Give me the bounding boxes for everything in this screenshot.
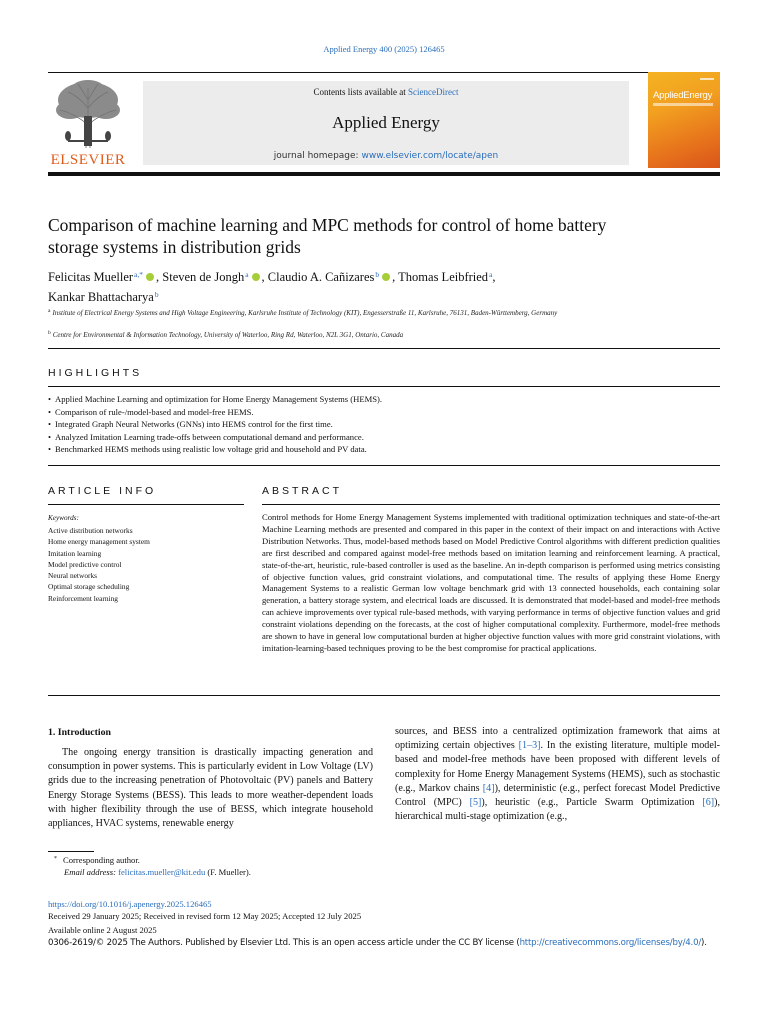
received-dates: Received 29 January 2025; Received in revised form 12 May 2025; Accepted 12 July 2025 <box>48 911 362 921</box>
author-name: Kankar Bhattacharya <box>48 290 154 304</box>
cover-subtitle-bar <box>653 103 713 106</box>
author-separator: , <box>392 270 399 284</box>
author-name: Steven de Jongh <box>162 270 245 284</box>
affiliation-b <box>48 328 648 341</box>
affiliation-a <box>48 306 648 319</box>
highlight-item: • Integrated Graph Neural Networks (GNNs) into HEMS control for the first time. <box>48 418 720 431</box>
keyword-item: Optimal storage scheduling <box>48 582 130 592</box>
journal-name: Applied Energy <box>332 113 440 132</box>
footnote-corresponding <box>48 855 140 865</box>
author-separator: , <box>156 270 163 284</box>
highlight-item: • Applied Machine Learning and optimization for Home Energy Management Systems (HEMS). <box>48 393 720 406</box>
abstract-rule-bottom <box>48 695 720 696</box>
email-suffix: (F. Mueller). <box>205 867 251 877</box>
elsevier-tree-icon <box>48 78 128 150</box>
citation-link[interactable]: [6] <box>702 797 715 809</box>
license-suffix: ). <box>701 938 707 948</box>
intro-text: ), deterministic (e.g., perfect forecast Model Predictive Control (MPC) <box>395 782 720 809</box>
journal-banner <box>143 81 629 165</box>
affiliation-text: Institute of Electrical Energy Systems and High Voltage Engineering, Karlsruhe Institute of Technology (KIT), Engesserstraße 11, Karlsruhe, 76131, Baden-Württemberg, Germany <box>52 309 558 317</box>
abstract-rule <box>262 504 720 505</box>
author-affiliation-mark[interactable]: a,* <box>134 270 144 279</box>
highlight-item: • Analyzed Imitation Learning trade-offs between computational demand and performance. <box>48 431 720 444</box>
intro-right-column <box>395 725 720 824</box>
keywords-list <box>48 525 248 604</box>
cover-decoration <box>700 78 714 80</box>
highlights-rule-bottom <box>48 465 720 466</box>
highlight-item: • Benchmarked HEMS methods using realistic low voltage grid and household and PV data. <box>48 443 720 456</box>
contents-line <box>143 87 629 97</box>
elsevier-logo[interactable] <box>48 78 128 170</box>
header-rule-top <box>48 72 720 73</box>
author-name: Felicitas Mueller <box>48 270 134 284</box>
article-title: Comparison of machine learning and MPC methods for control of home battery storage systems in distribution grids <box>48 215 607 257</box>
license-text: 0306-2619/© 2025 The Authors. Published by Elsevier Ltd. This is an open access article under the CC BY license ( <box>48 938 520 948</box>
intro-text: . In the existing literature, multiple model-based and model-free methods have been proposed with different levels of complexity for Home Energy Management Systems (HEMS), such as stochastic (e.g., Markov chains <box>395 740 720 794</box>
email-label: Email address: <box>64 867 116 877</box>
intro-text: sources, and BESS into a centralized optimization framework that aims at optimizing certain objectives <box>395 726 720 752</box>
highlights-rule-mid <box>48 386 720 387</box>
footnote-mark: * <box>54 856 57 862</box>
abstract-text: Control methods for Home Energy Management Systems implemented with traditional optimization techniques and state-of-the-art Machine Learning methods are presented and compared in this paper in the context of their impact on and interactions with Active Distribution Networks. Thus, model-based methods based on Model Predictive Control algorithms with different prediction qualities are first described and compared against model-free methods based on imitation learning and reinforcement learning. A practical, state-of-the-art, heuristic, rule-based controller is used as the baseline. An in-depth comparison is performed using metrics consisting of objective function values, grid constraint violations, and computational time. The results of applying these Home Energy Management Systems to a realistic German low voltage benchmark grid with 13 connected households, each containing solar generation, a battery storage system, and electrical loads are discussed. It is demonstrated that model-based and model-free methods can achieve improvements over typical rule-based methods, with varying performance in terms of objective function values and grid constraint violations depending on the forecasts, at the cost of higher computational complexity. Furthermore, model-free methods are shown to have in general low computational burden at higher objective function values with more grid constraint violations, with imitation-learning-based techniques proving to be the best compromise for practical applications. <box>262 512 720 653</box>
journal-homepage <box>143 151 629 161</box>
homepage-prefix: journal homepage: <box>273 151 359 161</box>
cover-title: AppliedEnergy <box>653 90 713 101</box>
orcid-icon[interactable] <box>146 273 154 281</box>
license-line <box>48 938 707 948</box>
email-link[interactable]: felicitas.mueller@kit.edu <box>118 867 206 877</box>
doi-link[interactable]: https://doi.org/10.1016/j.apenergy.2025.126465 <box>48 899 212 909</box>
author-affiliation-mark[interactable]: b <box>375 270 380 279</box>
highlights-list <box>48 393 720 456</box>
section-heading-introduction: 1. Introduction <box>48 727 111 738</box>
footnote-rule <box>48 851 94 852</box>
footnote-text: Corresponding author. <box>63 855 140 865</box>
author-affiliation-mark[interactable]: b <box>154 290 159 299</box>
author-affiliation-mark[interactable]: a <box>489 270 493 279</box>
highlights-rule-top <box>48 348 720 349</box>
license-link[interactable]: http://creativecommons.org/licenses/by/4.0/ <box>519 938 702 948</box>
online-date: Available online 2 August 2025 <box>48 925 157 935</box>
header-rule-bottom <box>48 172 720 176</box>
footnote-email <box>64 867 251 877</box>
keyword-item: Reinforcement learning <box>48 593 118 603</box>
citation-link[interactable]: [4] <box>482 782 495 794</box>
orcid-icon[interactable] <box>382 273 390 281</box>
keyword-item: Neural networks <box>48 571 98 581</box>
citation-link[interactable]: [5] <box>469 797 482 809</box>
author-list <box>48 266 720 306</box>
citation-link[interactable]: [1–3] <box>518 740 541 752</box>
affiliation-text: Centre for Environmental & Information Technology, University of Waterloo, Ring Rd, Waterloo, N2L 3G1, Ontario, Canada <box>52 331 404 339</box>
intro-text: ), heuristic (e.g., Particle Swarm Optimization <box>481 797 703 809</box>
abstract-heading: ABSTRACT <box>262 485 343 497</box>
author-name: Claudio A. Cañizares <box>267 270 375 284</box>
highlight-item: • Comparison of rule-/model-based and model-free HEMS. <box>48 406 720 419</box>
elsevier-wordmark: ELSEVIER <box>50 152 126 168</box>
article-info-rule <box>48 504 244 505</box>
intro-text: ), hierarchical multi-stage optimization (e.g., <box>395 797 720 823</box>
author-affiliation-mark[interactable]: a <box>245 270 249 279</box>
journal-cover[interactable] <box>648 72 720 168</box>
keyword-item: Active distribution networks <box>48 526 133 535</box>
highlights-heading: HIGHLIGHTS <box>48 367 143 379</box>
journal-citation[interactable]: Applied Energy 400 (2025) 126465 <box>323 44 445 54</box>
author-separator: , <box>492 270 496 284</box>
intro-left-column: The ongoing energy transition is drastically impacting generation and consumption in power systems. This is particularly evident in Low Voltage (LV) grids due to the increasing penetration of Photovoltaic (PV) panels and Battery Energy Storage Systems (BESS). This leads to more weather-dependent loads with higher flexibility through the use of BESS, which integrate household appliances, HVAC systems, renewable energy <box>48 747 373 830</box>
keyword-item: Imitation learning <box>48 548 102 558</box>
homepage-link[interactable]: www.elsevier.com/locate/apen <box>361 151 499 161</box>
keyword-item: Home energy management system <box>48 537 150 547</box>
keywords-label: Keywords: <box>48 514 79 522</box>
article-info-heading: ARTICLE INFO <box>48 485 157 497</box>
sciencedirect-link[interactable]: ScienceDirect <box>408 87 459 97</box>
author-name: Thomas Leibfried <box>398 270 489 284</box>
affiliation-label: a <box>48 308 51 314</box>
orcid-icon[interactable] <box>252 273 260 281</box>
keyword-item: Model predictive control <box>48 559 122 569</box>
author-separator: , <box>261 270 268 284</box>
contents-prefix: Contents lists available at <box>313 87 406 97</box>
affiliation-label: b <box>48 330 51 336</box>
